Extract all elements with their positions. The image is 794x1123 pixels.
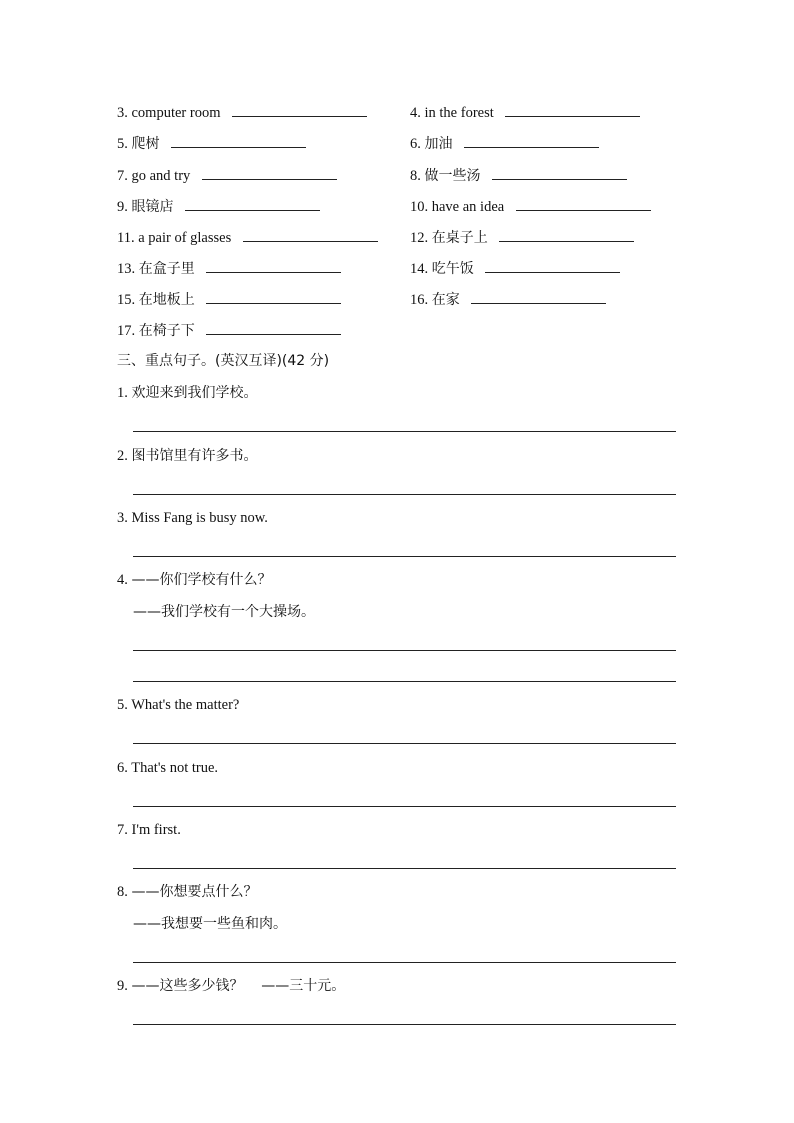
phrase-number: 3. [117,105,128,121]
phrase-text: have an idea [431,199,505,215]
phrase-text: a pair of glasses [138,230,232,246]
phrase-number: 7. [117,168,128,184]
sentence-text: Miss Fang is busy now. [131,510,268,526]
phrase-number: 11. [117,230,135,246]
sentence-reply: ——我想要一些鱼和肉。 [133,916,287,932]
phrase-text: 在桌子上 [431,230,488,246]
answer-line[interactable] [133,494,676,495]
phrase-item-7 [117,165,337,186]
phrase-text: 在家 [431,292,460,308]
sentence-number: 9. [117,978,128,994]
phrase-text: 眼镜店 [131,199,174,215]
answer-blank[interactable] [206,258,341,273]
answer-blank[interactable] [171,133,306,148]
phrase-item-11 [117,227,378,248]
answer-line[interactable] [133,650,676,651]
sentence-number: 2. [117,448,128,464]
phrase-item-4 [410,102,640,123]
answer-line[interactable] [133,806,676,807]
phrase-number: 17. [117,323,136,339]
answer-blank[interactable] [492,165,627,180]
phrase-item-9 [117,196,320,217]
sentence-item-6 [117,758,218,778]
phrase-text: 在地板上 [138,292,195,308]
phrase-item-5 [117,133,306,154]
phrase-item-15 [117,289,341,310]
phrase-number: 10. [410,199,429,215]
answer-line[interactable] [133,743,676,744]
sentence-text: 欢迎来到我们学校。 [131,385,258,401]
phrase-number: 15. [117,292,136,308]
answer-blank[interactable] [206,320,341,335]
phrase-item-8 [410,165,627,186]
section-title: 三、重点句子。(英汉互译)(42 分) [117,353,330,369]
phrase-item-6 [410,133,599,154]
phrase-text: go and try [131,168,191,184]
answer-blank[interactable] [499,227,634,242]
phrase-number: 9. [117,199,128,215]
answer-blank[interactable] [464,133,599,148]
phrase-number: 4. [410,105,421,121]
phrase-text: 吃午饭 [431,261,474,277]
phrase-number: 12. [410,230,429,246]
phrase-text: 加油 [424,136,453,152]
answer-blank[interactable] [505,102,640,117]
sentence-text: ——你们学校有什么？ [131,572,272,588]
phrase-text: 做一些汤 [424,168,481,184]
phrase-item-17 [117,320,341,341]
answer-line[interactable] [133,681,676,682]
phrase-text: 在盒子里 [138,261,195,277]
phrase-text: in the forest [424,105,494,121]
phrase-item-13 [117,258,341,279]
sentence-text: ——你想要点什么？ [131,884,258,900]
sentence-text: I'm first. [131,822,181,838]
sentence-item-7 [117,820,181,840]
phrase-item-10 [410,196,651,217]
sentence-text: ——这些多少钱？ ——三十元。 [131,978,346,994]
sentence-item-1 [117,383,258,403]
sentence-text: 图书馆里有许多书。 [131,448,258,464]
phrase-number: 13. [117,261,136,277]
answer-blank[interactable] [202,165,337,180]
sentence-number: 6. [117,760,128,776]
sentence-item-2 [117,446,258,466]
answer-line[interactable] [133,962,676,963]
phrase-number: 16. [410,292,429,308]
answer-line[interactable] [133,431,676,432]
sentence-item-5 [117,695,239,715]
sentence-item-3 [117,508,268,528]
phrase-item-14 [410,258,620,279]
sentence-number: 1. [117,385,128,401]
answer-blank[interactable] [243,227,378,242]
answer-blank[interactable] [232,102,367,117]
answer-line[interactable] [133,868,676,869]
sentence-number: 8. [117,884,128,900]
sentence-text: What's the matter? [131,697,240,713]
sentence-number: 3. [117,510,128,526]
phrase-number: 6. [410,136,421,152]
phrase-number: 8. [410,168,421,184]
sentence-number: 7. [117,822,128,838]
phrase-number: 5. [117,136,128,152]
answer-blank[interactable] [516,196,651,211]
phrase-text: 爬树 [131,136,160,152]
sentence-item-4 [117,570,272,590]
answer-line[interactable] [133,1024,676,1025]
phrase-item-16 [410,289,606,310]
sentence-reply: ——我们学校有一个大操场。 [133,604,315,620]
answer-blank[interactable] [185,196,320,211]
sentence-item-9 [117,976,345,996]
answer-line[interactable] [133,556,676,557]
answer-blank[interactable] [485,258,620,273]
sentence-item-8 [117,882,258,902]
sentence-number: 4. [117,572,128,588]
answer-blank[interactable] [206,289,341,304]
phrase-item-3 [117,102,367,123]
sentence-number: 5. [117,697,128,713]
phrase-text: computer room [131,105,221,121]
phrase-text: 在椅子下 [138,323,195,339]
answer-blank[interactable] [471,289,606,304]
sentence-text: That's not true. [131,760,219,776]
phrase-number: 14. [410,261,429,277]
phrase-item-12 [410,227,634,248]
